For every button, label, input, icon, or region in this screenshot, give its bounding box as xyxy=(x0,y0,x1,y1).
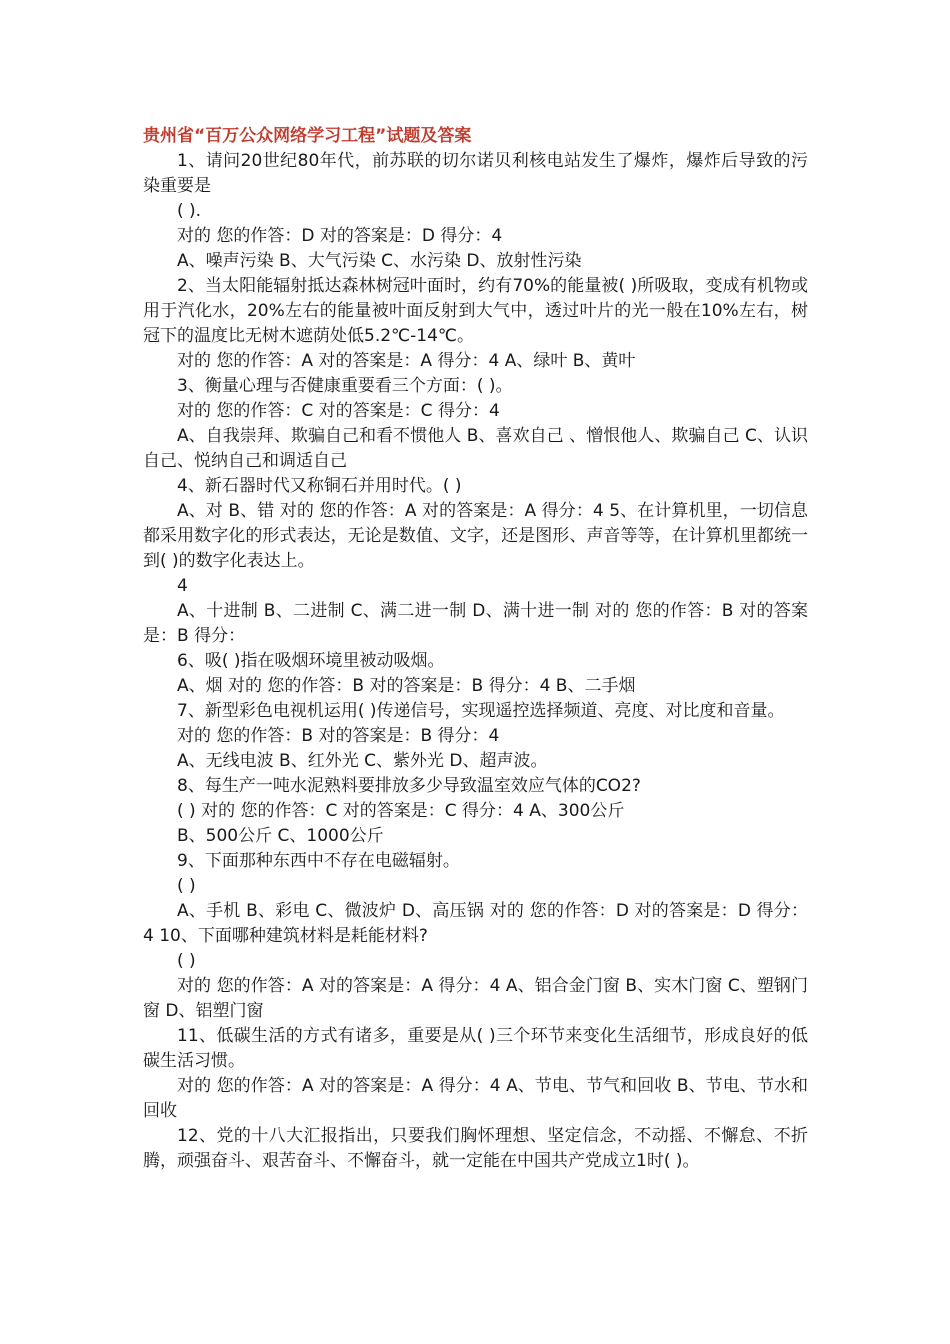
question-paragraph: A、自我崇拜、欺骗自己和看不惯他人 B、喜欢自己 、憎恨他人、欺骗自己 C、认识自己、悦纳自己和调适自己 xyxy=(143,426,808,471)
question-paragraph: A、无线电波 B、红外光 C、紫外光 D、超声波。 xyxy=(177,751,548,771)
document-title: 贵州省“百万公众网络学习工程”试题及答案 xyxy=(143,126,472,146)
question-list xyxy=(143,149,808,1174)
question-paragraph: 7、新型彩色电视机运用( )传递信号，实现遥控选择频道、亮度、对比度和音量。 xyxy=(177,701,785,721)
question-paragraph: 8、每生产一吨水泥熟料要排放多少导致温室效应气体的CO2? xyxy=(177,776,641,796)
question-paragraph: 对的 您的作答：A 对的答案是：A 得分：4 A、铝合金门窗 B、实木门窗 C、塑钢门窗 D、铝塑门窗 xyxy=(143,976,808,1021)
question-paragraph: ( ). xyxy=(177,201,202,221)
question-paragraph: ( ) 对的 您的作答：C 对的答案是：C 得分：4 A、300公斤 xyxy=(177,801,625,821)
question-paragraph: A、对 B、错 对的 您的作答：A 对的答案是：A 得分：4 5、在计算机里，一切信息都采用数字化的形式表达，无论是数值、文字，还是图形、声音等等，在计算机里都统一到( )的数字化表达上。 xyxy=(143,501,808,571)
question-paragraph: A、烟 对的 您的作答：B 对的答案是：B 得分：4 B、二手烟 xyxy=(177,676,636,696)
question-paragraph: 6、吸( )指在吸烟环境里被动吸烟。 xyxy=(177,651,445,671)
question-paragraph: ( ) xyxy=(177,951,196,971)
question-paragraph: B、500公斤 C、1000公斤 xyxy=(177,826,384,846)
question-paragraph: 对的 您的作答：B 对的答案是：B 得分：4 xyxy=(177,726,500,746)
question-paragraph: 对的 您的作答：A 对的答案是：A 得分：4 A、节电、节气和回收 B、节电、节水和回收 xyxy=(143,1076,808,1121)
question-paragraph: 3、衡量心理与否健康重要看三个方面：( )。 xyxy=(177,376,513,396)
document-body xyxy=(143,124,808,1174)
question-paragraph: ( ) xyxy=(177,876,196,896)
question-paragraph: A、噪声污染 B、大气污染 C、水污染 D、放射性污染 xyxy=(177,251,582,271)
question-paragraph: A、十进制 B、二进制 C、满二进一制 D、满十进一制 对的 您的作答：B 对的答案是：B 得分： xyxy=(143,601,808,646)
question-paragraph: 4、新石器时代又称铜石并用时代。( ) xyxy=(177,476,462,496)
question-paragraph: 4 xyxy=(177,576,188,596)
question-paragraph: 9、下面那种东西中不存在电磁辐射。 xyxy=(177,851,460,871)
question-paragraph: 2、当太阳能辐射抵达森林树冠叶面时，约有70%的能量被( )所吸取，变成有机物或用于汽化水，20%左右的能量被叶面反射到大气中，透过叶片的光一般在10%左右，树冠下的温度比无树木遮荫处低5.2℃-14℃。 xyxy=(143,276,808,346)
question-paragraph: 对的 您的作答：C 对的答案是：C 得分：4 xyxy=(177,401,500,421)
question-paragraph: 对的 您的作答：D 对的答案是：D 得分：4 xyxy=(177,226,503,246)
question-paragraph: 12、党的十八大汇报指出，只要我们胸怀理想、坚定信念，不动摇、不懈怠、不折腾，顽强奋斗、艰苦奋斗、不懈奋斗，就一定能在中国共产党成立1时( )。 xyxy=(143,1126,808,1171)
question-paragraph: 11、低碳生活的方式有诸多，重要是从( )三个环节来变化生活细节，形成良好的低碳生活习惯。 xyxy=(143,1026,808,1071)
question-paragraph: 1、请问20世纪80年代，前苏联的切尔诺贝利核电站发生了爆炸，爆炸后导致的污染重要是 xyxy=(143,151,808,196)
question-paragraph: 对的 您的作答：A 对的答案是：A 得分：4 A、绿叶 B、黄叶 xyxy=(177,351,636,371)
question-paragraph: A、手机 B、彩电 C、微波炉 D、高压锅 对的 您的作答：D 对的答案是：D 得分：4 10、下面哪种建筑材料是耗能材料? xyxy=(143,901,808,946)
